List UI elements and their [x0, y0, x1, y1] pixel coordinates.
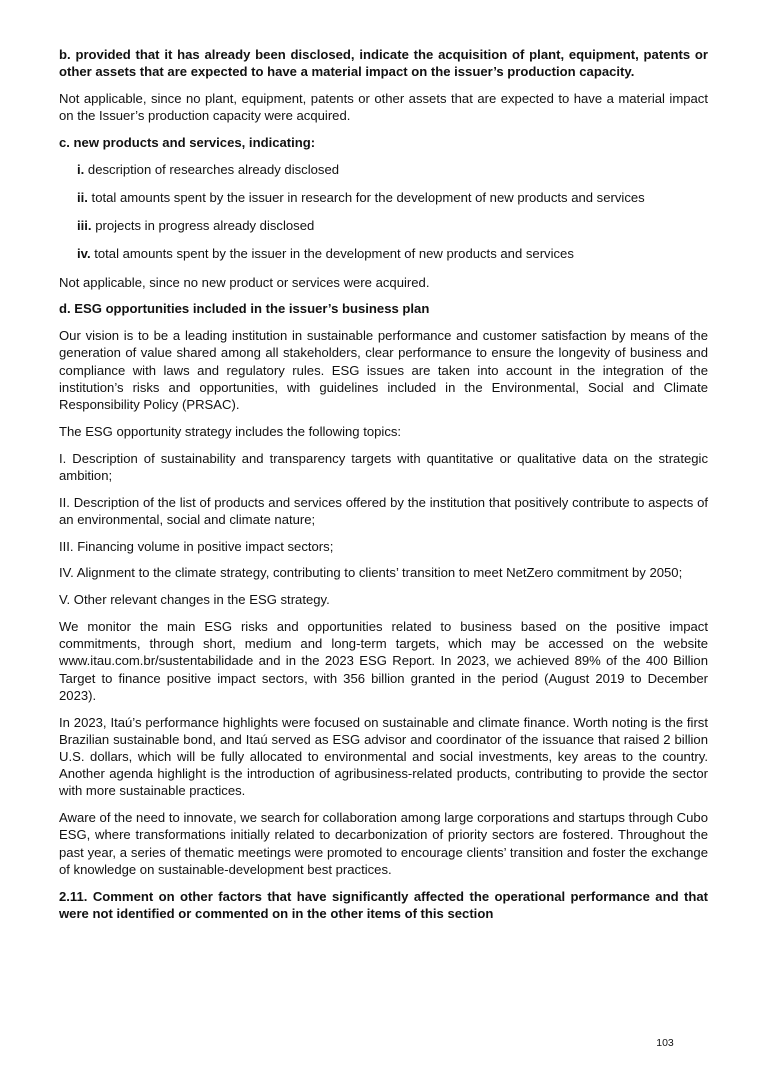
item-text: total amounts spent by the issuer in research for the development of new products and services	[87, 190, 645, 205]
item-text: total amounts spent by the issuer in the development of new products and services	[90, 246, 574, 262]
section-d-heading: d. ESG opportunities included in the issuer’s business plan	[59, 301, 430, 317]
section-b-body: Not applicable, since no plant, equipment, patents or other assets that are expected to have a material impact on the Issuer’s production capacity were acquired.	[59, 91, 708, 124]
section-d-highlights: In 2023, Itaú’s performance highlights were focused on sustainable and climate finance. Worth noting is the first Brazilian sustainable bond, and Itaú served as ESG advisor and coordinator of the issuance that raised 2 billion U.S. dollars, which will be fully allocated to environmental and social investments, key areas to the country. Another agenda highlight is the introduction of agribusiness-related products, contributing to provide the sector with more sustainable practices.	[59, 714, 708, 799]
section-2-11-heading: 2.11. Comment on other factors that have significantly affected the operational performance and that were not identified or commented on in the other items of this section	[59, 888, 708, 921]
item-marker: iv.	[77, 246, 91, 262]
section-d-innovation: Aware of the need to innovate, we search for collaboration among large corporations and startups through Cubo ESG, where transformations initially related to decarbonization of priority sectors are fostered. Throughout the past year, a series of thematic meetings were promoted to encourage clients’ transition and foster the exchange of knowledge on sustainable-development best practices.	[59, 810, 708, 877]
item-marker: ii.	[77, 190, 88, 205]
esg-topic: III. Financing volume in positive impact sectors;	[59, 538, 334, 554]
esg-topic: II. Description of the list of products and services offered by the institution that positively contribute to aspects of an environmental, social and climate nature;	[59, 494, 708, 527]
item-marker: iii.	[77, 218, 92, 234]
item-text: projects in progress already disclosed	[91, 218, 315, 234]
esg-topic: I. Description of sustainability and transparency targets with quantitative or qualitative data on the strategic ambition;	[59, 450, 708, 483]
section-d-monitor: We monitor the main ESG risks and opportunities related to business based on the positive impact commitments, through short, medium and long-term targets, which may be accessed on the website www.itau.com.br/sustentabilidade and in the 2023 ESG Report. In 2023, we achieved 89% of the 400 Billion Target to finance positive impact sectors, with 356 billion granted in the period (August 2019 to December 2023).	[59, 619, 708, 703]
section-d-topics-intro: The ESG opportunity strategy includes the following topics:	[59, 423, 402, 439]
section-c-item	[77, 189, 708, 206]
esg-topic: IV. Alignment to the climate strategy, contributing to clients’ transition to meet NetZero commitment by 2050;	[59, 565, 683, 581]
page-number: 103	[656, 1037, 674, 1049]
section-c-heading: c. new products and services, indicating:	[59, 135, 316, 150]
document-page	[59, 46, 708, 932]
section-c-body: Not applicable, since no new product or services were acquired.	[59, 274, 430, 290]
section-c-item	[77, 161, 708, 178]
section-c-item	[77, 245, 708, 262]
section-d-intro: Our vision is to be a leading institution in sustainable performance and customer satisfaction by means of the generation of value shared among all stakeholders, clear performance to ensure the longevity of business and compliance with laws and regulatory rules. ESG issues are taken into account in the integration of the institution’s risks and opportunities, with guidelines included in the Environmental, Social and Climate Responsibility Policy (PRSAC).	[59, 328, 708, 413]
item-marker: i.	[77, 161, 85, 177]
section-c-item	[77, 217, 708, 234]
section-b-heading: b. provided that it has already been disclosed, indicate the acquisition of plant, equipment, patents or other assets that are expected to have a material impact on the issuer’s production capacity.	[59, 47, 708, 80]
item-text: description of researches already disclosed	[84, 161, 340, 177]
esg-topic: V. Other relevant changes in the ESG strategy.	[59, 592, 330, 608]
